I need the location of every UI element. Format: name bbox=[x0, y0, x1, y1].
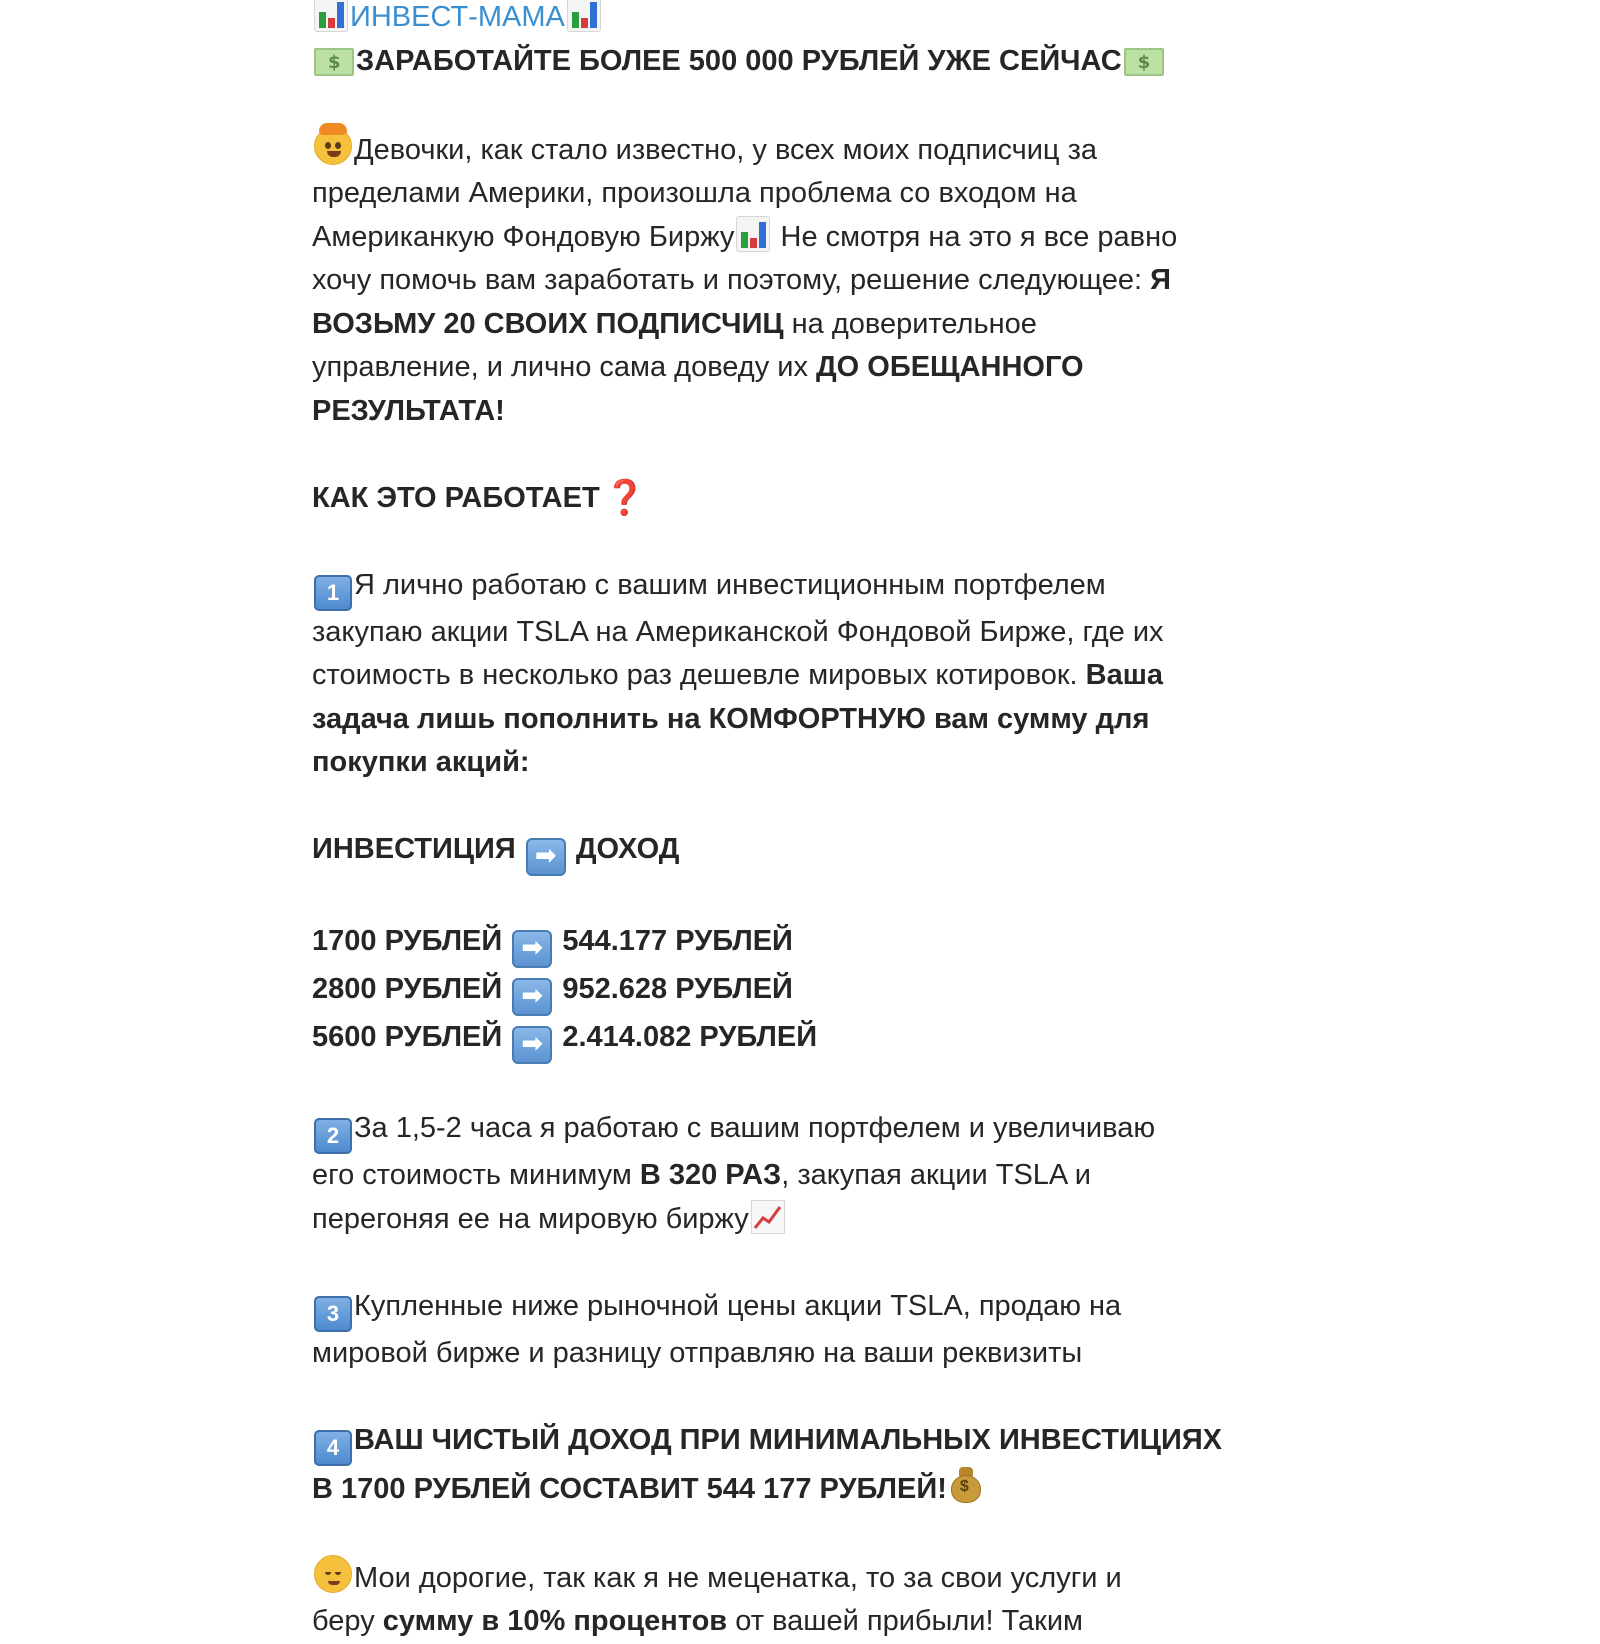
step-1 bbox=[312, 564, 1292, 785]
intro-text: Не смотря на это я все равно bbox=[772, 220, 1178, 253]
closing-bold-text: сумму в 10% процентов bbox=[382, 1605, 728, 1637]
exploding-head-icon bbox=[314, 127, 352, 165]
step-text: мировой бирже и разницу отправляю на ваши реквизиты bbox=[312, 1336, 1083, 1369]
bar-chart-icon bbox=[314, 0, 348, 32]
invest-amount: 5600 РУБЛЕЙ bbox=[312, 1020, 503, 1053]
income-amount: 544.177 РУБЛЕЙ bbox=[562, 924, 793, 957]
channel-title-line bbox=[312, 0, 1292, 40]
income-table-header bbox=[312, 828, 1292, 876]
income-table bbox=[312, 920, 1292, 1064]
step-text: Я лично работаю с вашим инвестиционным портфелем bbox=[354, 568, 1106, 601]
intro-paragraph bbox=[312, 127, 1292, 434]
right-arrow-icon: ➡ bbox=[512, 1026, 552, 1064]
step-bold-text: Ваша bbox=[1085, 659, 1164, 691]
closing-paragraph bbox=[312, 1555, 1292, 1644]
bar-chart-icon bbox=[736, 216, 770, 252]
keycap-1-icon: 1 bbox=[314, 575, 352, 611]
money-bag-icon: $ bbox=[949, 1466, 983, 1504]
table-row bbox=[312, 1016, 1292, 1064]
chart-increasing-icon bbox=[751, 1200, 785, 1234]
step-text: За 1,5-2 часа я работаю с вашим портфелем и увеличиваю bbox=[354, 1112, 1156, 1144]
headline bbox=[312, 40, 1292, 84]
intro-bold-text: Я bbox=[1150, 264, 1171, 296]
closing-text: от вашей прибыли! Таким bbox=[727, 1605, 1083, 1637]
intro-bold-text: ДО ОБЕЩАННОГО bbox=[816, 351, 1084, 383]
step-bold-text: В 320 РАЗ bbox=[639, 1159, 782, 1191]
step-text: его стоимость минимум bbox=[312, 1159, 640, 1191]
intro-text: пределами Америки, произошла проблема со входом на bbox=[312, 177, 1077, 209]
right-arrow-icon: ➡ bbox=[526, 838, 566, 876]
step-text: стоимость в несколько раз дешевле мировых котировок. bbox=[312, 659, 1086, 691]
table-row bbox=[312, 968, 1292, 1016]
keycap-3-icon: 3 bbox=[314, 1296, 352, 1332]
dollar-bill-icon bbox=[1124, 48, 1164, 76]
income-column-header: ДОХОД bbox=[575, 833, 680, 865]
step-3 bbox=[312, 1285, 1292, 1376]
invest-column-header: ИНВЕСТИЦИЯ bbox=[312, 833, 516, 865]
intro-text: управление, и лично сама доведу их bbox=[312, 351, 817, 383]
channel-name[interactable]: ИНВЕСТ-МАМА bbox=[350, 1, 565, 33]
step-4 bbox=[312, 1419, 1292, 1512]
step-bold-text: В 1700 РУБЛЕЙ СОСТАВИТ 544 177 РУБЛЕЙ! bbox=[312, 1472, 947, 1505]
step-text: , закупая акции TSLA и bbox=[781, 1159, 1091, 1191]
step-text: перегоняя ее на мировую биржу bbox=[312, 1202, 749, 1235]
dollar-bill-icon bbox=[314, 48, 354, 76]
intro-text: Американкую Фондовую Биржу bbox=[312, 220, 735, 253]
intro-bold-text: РЕЗУЛЬТАТА! bbox=[312, 394, 505, 427]
question-mark-icon: ❓ bbox=[603, 478, 647, 517]
keycap-2-icon: 2 bbox=[314, 1118, 352, 1154]
right-arrow-icon: ➡ bbox=[512, 930, 552, 968]
step-bold-text: ВАШ ЧИСТЫЙ ДОХОД ПРИ МИНИМАЛЬНЫХ ИНВЕСТИЦИЯХ bbox=[354, 1423, 1223, 1456]
keycap-4-icon: 4 bbox=[314, 1430, 352, 1466]
income-amount: 952.628 РУБЛЕЙ bbox=[562, 972, 793, 1005]
step-bold-text: задача лишь пополнить на КОМФОРТНУЮ вам сумму для bbox=[312, 702, 1150, 735]
step-text: Купленные ниже рыночной цены акции TSLA, продаю на bbox=[354, 1289, 1122, 1322]
closing-text: беру bbox=[312, 1605, 383, 1637]
intro-text: хочу помочь вам заработать и поэтому, решение следующее: bbox=[312, 264, 1151, 296]
how-it-works-heading bbox=[312, 477, 1292, 521]
income-amount: 2.414.082 РУБЛЕЙ bbox=[562, 1020, 818, 1053]
table-row bbox=[312, 920, 1292, 968]
relieved-face-icon bbox=[314, 1555, 352, 1593]
message-body bbox=[312, 0, 1292, 1644]
intro-text: Девочки, как стало известно, у всех моих подписчиц за bbox=[354, 133, 1098, 166]
bar-chart-icon bbox=[567, 0, 601, 32]
right-arrow-icon: ➡ bbox=[512, 978, 552, 1016]
invest-amount: 1700 РУБЛЕЙ bbox=[312, 924, 503, 957]
step-text: закупаю акции TSLA на Американской Фондовой Бирже, где их bbox=[312, 615, 1164, 648]
headline-text: ЗАРАБОТАЙТЕ БОЛЕЕ 500 000 РУБЛЕЙ УЖЕ СЕЙЧАС bbox=[356, 44, 1122, 77]
intro-bold-text: ВОЗЬМУ 20 СВОИХ ПОДПИСЧИЦ bbox=[312, 307, 784, 340]
step-2 bbox=[312, 1107, 1292, 1241]
invest-amount: 2800 РУБЛЕЙ bbox=[312, 972, 503, 1005]
how-title: КАК ЭТО РАБОТАЕТ bbox=[312, 481, 600, 514]
step-bold-text: покупки акций: bbox=[312, 746, 530, 778]
intro-text: на доверительное bbox=[783, 307, 1037, 340]
closing-text: Мои дорогие, так как я не меценатка, то за свои услуги и bbox=[354, 1561, 1122, 1594]
